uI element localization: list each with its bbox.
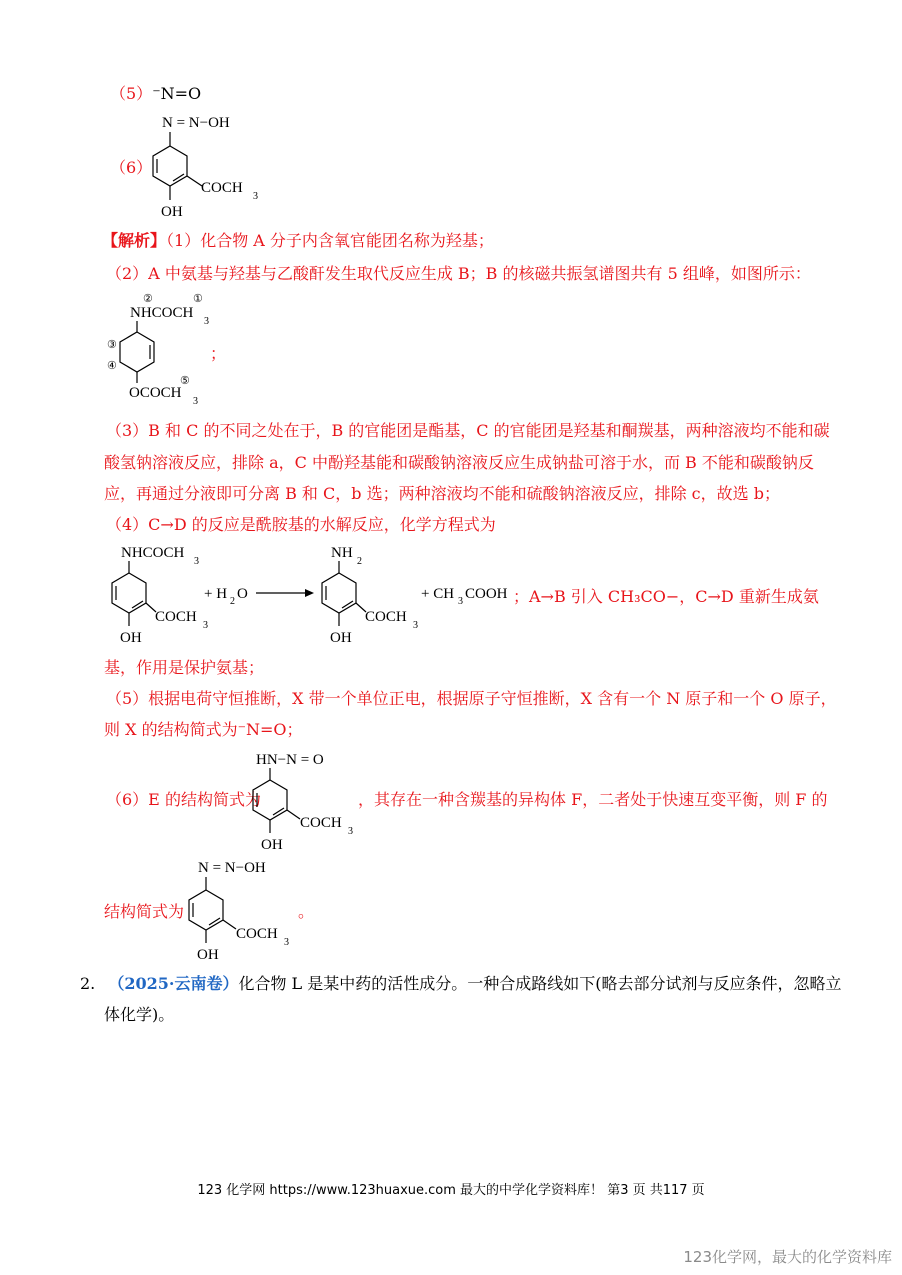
mol-label: O bbox=[237, 586, 248, 602]
question-2-line2: 体化学)。 bbox=[104, 1005, 175, 1024]
analysis-tag: 【解析】 bbox=[102, 231, 167, 250]
mol-circled: ① bbox=[193, 293, 203, 305]
mol-label: N = N−OH bbox=[162, 115, 230, 131]
analysis-p1: （1）化合物 A 分子内含氧官能团名称为羟基； bbox=[166, 231, 494, 250]
question-source-tag: （2025·云南卷） bbox=[108, 974, 239, 993]
mol-sub: 3 bbox=[284, 937, 289, 948]
mol-label: NH bbox=[331, 545, 353, 561]
analysis-2-tail: ； bbox=[210, 344, 227, 363]
molecule-answer-6 bbox=[140, 108, 280, 223]
analysis-4-line2: 基，作用是保护氨基； bbox=[104, 658, 265, 677]
analysis-6-d: 。 bbox=[298, 902, 315, 921]
mol-sub: 3 bbox=[253, 191, 258, 202]
reaction-c-to-d bbox=[100, 540, 540, 652]
mol-label: NHCOCH bbox=[130, 305, 194, 321]
analysis-3-line3: 应，再通过分液即可分离 B 和 C，b 选；两种溶液均不能和硫酸钠溶液反应，排除 c，故选 b； bbox=[104, 484, 780, 503]
mol-label: COCH bbox=[300, 815, 342, 831]
mol-label: COCH bbox=[155, 609, 197, 625]
mol-label: OH bbox=[330, 630, 352, 646]
analysis-6-b: ，其存在一种含羰基的异构体 F，二者处于快速互变平衡，则 F 的 bbox=[358, 790, 828, 809]
answer-6-label: （6） bbox=[110, 158, 153, 177]
mol-sub: 3 bbox=[203, 620, 208, 631]
analysis-1 bbox=[102, 230, 494, 252]
analysis-5-line2: 则 X 的结构简式为⁻N=O； bbox=[104, 720, 303, 739]
mol-label: HN−N = O bbox=[256, 752, 324, 768]
mol-circled: ② bbox=[143, 293, 153, 305]
answer-5 bbox=[110, 83, 201, 105]
molecule-e bbox=[240, 745, 370, 853]
mol-label: COCH bbox=[365, 609, 407, 625]
mol-label: + CH bbox=[421, 586, 455, 602]
page-footer: 123 化学网 https://www.123huaxue.com 最大的中学化学资料库！ 第3 页 共117 页 bbox=[197, 1183, 705, 1198]
mol-circled: ⑤ bbox=[180, 375, 190, 387]
mol-label: COCH bbox=[201, 180, 243, 196]
watermark: 123化学网，最大的化学资料库 bbox=[683, 1248, 892, 1266]
analysis-3-line2: 酸氢钠溶液反应，排除 a，C 中酚羟基能和碳酸钠溶液反应生成钠盐可溶于水，而 B 不能和碳酸钠反 bbox=[104, 453, 814, 472]
mol-sub: 2 bbox=[357, 556, 362, 567]
mol-label: N = N−OH bbox=[198, 860, 266, 876]
question-2-line1 bbox=[80, 973, 842, 995]
mol-sub: 2 bbox=[230, 596, 235, 607]
mol-sub: 3 bbox=[204, 316, 209, 327]
mol-sub: 3 bbox=[193, 396, 198, 407]
mol-circled: ④ bbox=[107, 360, 117, 372]
question-2-text1: 化合物 L 是某中药的活性成分。一种合成路线如下(略去部分试剂与反应条件，忽略立 bbox=[238, 974, 842, 993]
molecule-f bbox=[186, 853, 316, 965]
answer-5-label: （5） bbox=[110, 84, 153, 103]
mol-label: OH bbox=[261, 837, 283, 853]
analysis-3-line1: （3）B 和 C 的不同之处在于，B 的官能团是酯基，C 的官能团是羟基和酮羰基，两种溶液均不能和碳 bbox=[106, 421, 830, 440]
answer-5-text: ⁻N=O bbox=[152, 84, 202, 103]
mol-label: COCH bbox=[236, 926, 278, 942]
mol-label: COOH bbox=[465, 586, 508, 602]
analysis-6-c: 结构简式为 bbox=[104, 902, 185, 921]
analysis-2: （2）A 中氨基与羟基与乙酸酐发生取代反应生成 B；B 的核磁共振氢谱图共有 5 组峰，如图所示： bbox=[106, 264, 811, 283]
mol-label: OCOCH bbox=[129, 385, 182, 401]
mol-sub: 3 bbox=[458, 596, 463, 607]
mol-label: NHCOCH bbox=[121, 545, 185, 561]
mol-sub: 3 bbox=[194, 556, 199, 567]
mol-sub: 3 bbox=[348, 826, 353, 837]
mol-label: OH bbox=[120, 630, 142, 646]
mol-label: + H bbox=[204, 586, 228, 602]
analysis-4: （4）C→D 的反应是酰胺基的水解反应，化学方程式为 bbox=[106, 515, 496, 534]
mol-circled: ③ bbox=[107, 339, 117, 351]
analysis-6-a: （6）E 的结构简式为 bbox=[106, 790, 261, 809]
question-number: 2. bbox=[80, 974, 96, 993]
mol-label: OH bbox=[161, 204, 183, 220]
mol-sub: 3 bbox=[413, 620, 418, 631]
analysis-5-line1: （5）根据电荷守恒推断，X 带一个单位正电，根据原子守恒推断，X 含有一个 N 原子和一个 O 原子， bbox=[106, 689, 837, 708]
analysis-4-tail: ；A→B 引入 CH₃CO−，C→D 重新生成氨 bbox=[513, 587, 819, 606]
mol-label: OH bbox=[197, 947, 219, 963]
